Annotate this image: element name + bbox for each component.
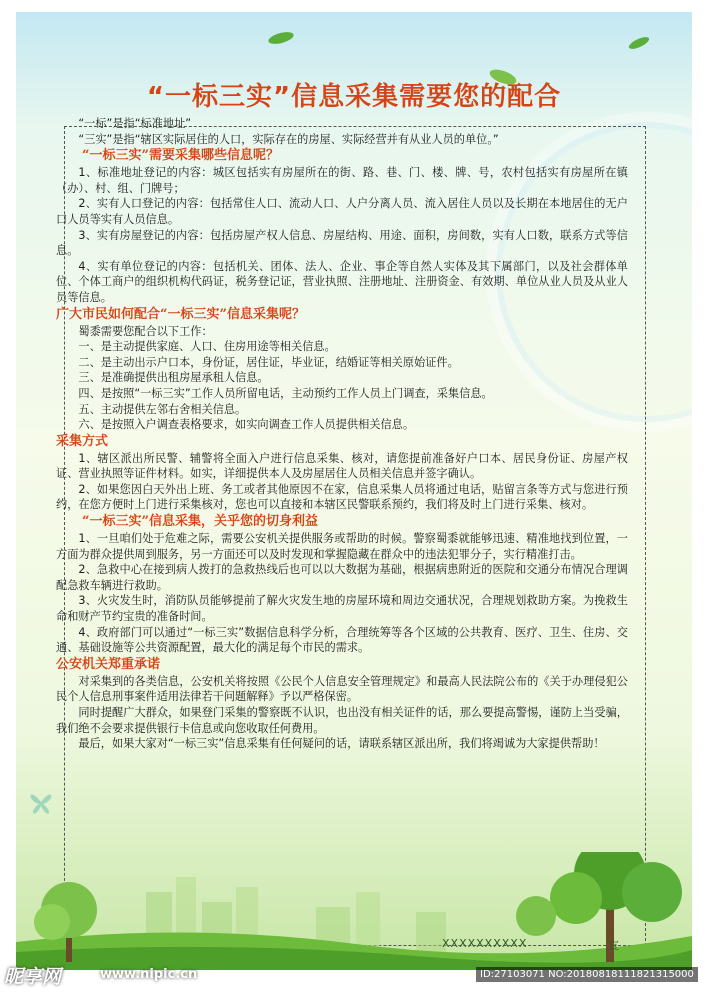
watermark-logo: 昵享网 xyxy=(4,966,62,988)
list-item: 六、是按照入户调查表格要求，如实向调查工作人员提供相关信息。 xyxy=(78,418,415,432)
list-item: 四、是按照“一标三实”工作人员所留电话，主动预约工作人员上门调查，采集信息。 xyxy=(78,386,493,400)
section-title: 广大市民如何配合“一标三实”信息采集呢？ xyxy=(56,306,305,322)
list-item: 一、是主动提供家庭、人口、住房用途等相关信息。 xyxy=(78,340,336,354)
paragraph: 对采集到的各类信息，公安机关将按照《公民个人信息安全管理规定》和最高人民法院公布的《关于办理侵犯公民个人信息刑事案件适用法律若干问题解释》予以严格保密。 xyxy=(56,674,628,704)
paragraph: 2、急救中心在接到病人拨打的急救热线后也可以以大数据为基础，根据病患附近的医院和交通分布情况合理调配急救车辆进行救助。 xyxy=(56,563,628,592)
paragraph: 同时提醒广大群众，如果登门采集的警察既不认识，也出没有相关证件的话，那么要提高警惕，谨防上当受骗，我们绝不会要求提供银行卡信息或向您收取任何费用。 xyxy=(56,706,628,735)
section-title: “一标三实”需要采集哪些信息呢？ xyxy=(82,148,279,164)
paragraph: 1、辖区派出所民警、辅警将全面入户进行信息采集、核对，请您提前准备好户口本、居民身份证、房屋产权证、营业执照等证件材料。如实，详细提供本人及房屋居住人员相关信息并签字确认。 xyxy=(56,451,628,481)
paragraph: 4、政府部门可以通过“一标三实”数据信息科学分析，合理统筹等各个区域的公共教育、医疗、卫生、住房、交通、基础设施等公共资源配置，最大化的满足每个市民的需求。 xyxy=(56,625,628,655)
intro-line: “三实”是指“辖区实际居住的人口，实际存在的房屋、实际经营并有从业人员的单位。” xyxy=(78,132,499,146)
watermark-site: www.nipic.cn xyxy=(100,967,198,982)
content-body xyxy=(56,116,628,752)
city-scene-illustration xyxy=(16,852,692,970)
section-title: “一标三实”信息采集，关乎您的切身利益 xyxy=(82,514,318,530)
footer-char: 宣 xyxy=(608,939,619,952)
watermark-id: ID:27103071 NO:20180818111821315000 xyxy=(476,967,698,982)
leaf-icon xyxy=(266,30,296,46)
paragraph: 3、实有房屋登记的内容：包括房屋产权人信息、房屋结构、用途、面积，房间数，实有人口数，联系方式等信息。 xyxy=(56,228,628,258)
section-title: 采集方式 xyxy=(56,433,109,449)
footer-placeholder: XXXXXXXXXX xyxy=(442,937,528,950)
butterfly-icon xyxy=(26,782,56,822)
paragraph: 4、实有单位登记的内容：包括机关、团体、法人、企业、事企等自然人实体及其下属部门，以及社会群体单位、个体工商户的组织机构代码证，税务登记证，营业执照、注册地址、注册资金、有效期、单位从业人员及从业人员等信息。 xyxy=(56,259,628,304)
list-item: 三、是准确提供出租房屋承租人信息。 xyxy=(78,371,269,385)
leaf-icon xyxy=(626,36,652,50)
paragraph: 3、火灾发生时，消防队员能够提前了解火灾发生地的房屋环境和周边交通状况，合理规划救助方案。为挽救生命和财产节约宝贵的准备时间。 xyxy=(56,594,628,624)
section-title: 公安机关郑重承诺 xyxy=(56,656,161,672)
intro-line: “一标”是指“标准地址” xyxy=(78,117,192,130)
list-item: 二、是主动出示户口本，身份证，居住证，毕业证，结婚证等相关原始证件。 xyxy=(78,355,459,369)
list-item: 五、主动提供左邻右舍相关信息。 xyxy=(78,402,247,416)
paragraph: 1、一旦咱们处于危难之际，需要公安机关提供服务或帮助的时候。警察蜀黍就能够迅速、精准地找到位置，一方面为群众提供周到服务，另一方面还可以及时发现和掌握隐藏在群众中的违法犯罪分子，实行精准打击。 xyxy=(56,532,628,561)
paragraph: 2、实有人口登记的内容：包括常住人口、流动人口、人户分离人员、流入居住人员以及长期在本地居住的无户口人员等实有人员信息。 xyxy=(56,197,628,226)
paragraph: 1、标准地址登记的内容：城区包括实有房屋所在的街、路、巷、门、楼、牌、号，农村包括实有房屋所在镇（办）、村、组、门牌号； xyxy=(56,166,628,195)
paragraph: 蜀黍需要您配合以下工作： xyxy=(78,324,213,338)
paragraph: 最后，如果大家对“一标三实”信息采集有任何疑问的话，请联系辖区派出所，我们将竭诚为大家提供帮助！ xyxy=(78,737,605,751)
paragraph: 2、如果您因白天外出上班、务工或者其他原因不在家，信息采集人员将通过电话，贴留言条等方式与您进行预约，在您方便时上门进行采集核对，您也可以直接和本辖区民警联系预约，我们将及时上门进行采集、核对。 xyxy=(56,482,628,512)
poster-title: “一标三实”信息采集需要您的配合 xyxy=(146,82,562,112)
